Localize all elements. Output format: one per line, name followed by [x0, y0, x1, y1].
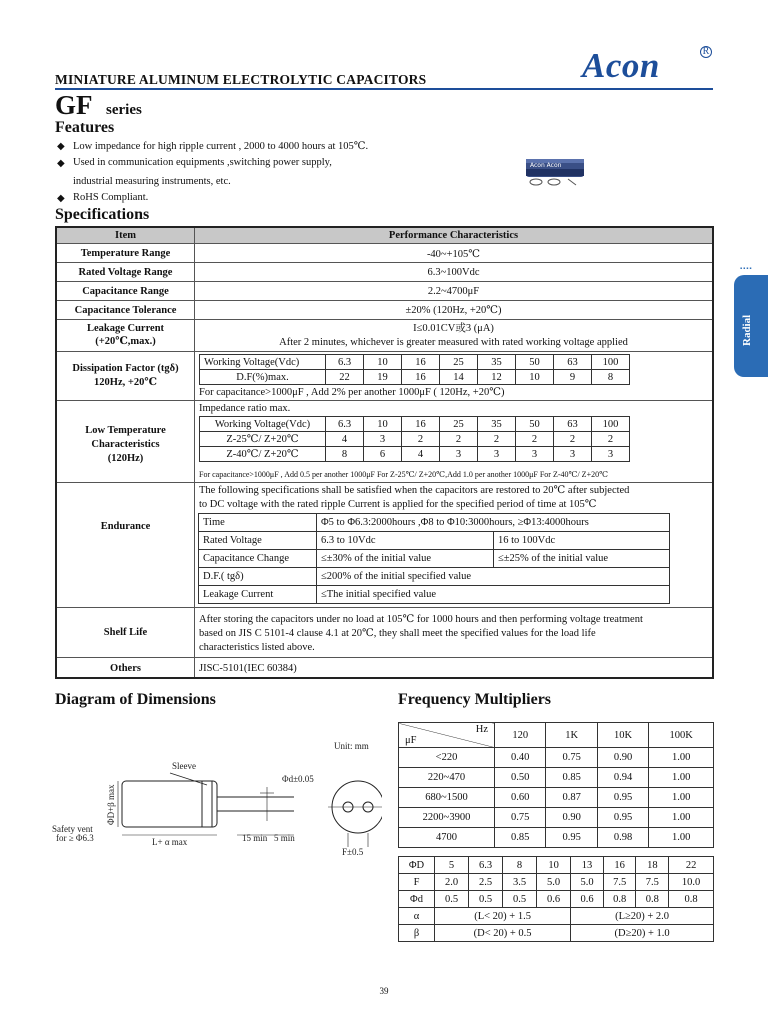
spec-col-performance: Performance Characteristics — [388, 230, 519, 241]
cell: 12 — [478, 370, 516, 385]
low-temp-header-row — [200, 417, 630, 432]
frequency-row — [399, 788, 714, 808]
cell: 2200~3900 — [399, 808, 495, 828]
cell: 2 — [554, 432, 592, 447]
cell: Capacitance Change — [199, 550, 317, 568]
cell: ≤The initial specified value — [317, 586, 670, 604]
cell: 10 — [364, 355, 402, 370]
frequency-row — [399, 808, 714, 828]
cell: 4 — [326, 432, 364, 447]
cell: 18 — [636, 857, 669, 874]
cell: 1.00 — [649, 828, 714, 848]
cell: 1.00 — [649, 788, 714, 808]
cell: F — [399, 874, 435, 891]
impedance-ratio-intro: Impedance ratio max. — [199, 403, 291, 414]
low-temp-note: For capacitance>1000μF , Add 0.5 per another 1000μF For Z-25℃/ Z+20℃,Add 1.0 per another 1000μF For Z-40℃/ Z+20℃ — [199, 470, 609, 479]
cell: (L< 20) + 1.5 — [435, 908, 571, 925]
dimension-row-f — [399, 874, 714, 891]
body-diameter-label: ΦD+β max — [106, 784, 116, 825]
cell: 3.5 — [503, 874, 537, 891]
dimension-row-beta — [399, 925, 714, 942]
cell: Z-25℃/ Z+20℃ — [200, 432, 326, 447]
capacitor-photo — [524, 155, 586, 191]
shelf-life-line-3: characteristics listed above. — [199, 642, 315, 653]
cell: 0.8 — [669, 891, 714, 908]
cell: 16 — [402, 417, 440, 432]
cell: 10 — [516, 370, 554, 385]
cell: 6.3 — [469, 857, 503, 874]
lead-diameter-label: Φd±0.05 — [282, 774, 314, 784]
frequency-table — [398, 722, 714, 848]
cell: 5.0 — [537, 874, 571, 891]
temperature-range-label: Temperature Range — [80, 248, 171, 259]
dissipation-note: For capacitance>1000μF , Add 2% per another 1000μF ( 120Hz, +20℃) — [199, 387, 505, 398]
others-value: JISC-5101(IEC 60384) — [199, 663, 297, 674]
page-number: 39 — [379, 986, 389, 996]
rated-voltage-value: 6.3~100Vdc — [427, 267, 480, 278]
cell: 3 — [554, 447, 592, 462]
pitch-label: F±0.5 — [342, 847, 364, 857]
cell: 2 — [592, 432, 630, 447]
cell: ≤±25% of the initial value — [494, 550, 670, 568]
cell: 3 — [440, 447, 478, 462]
capacitance-range-label: Capacitance Range — [82, 286, 169, 297]
cell: 2.0 — [435, 874, 469, 891]
cell: 0.95 — [546, 828, 597, 848]
cell: 100 — [592, 355, 630, 370]
cell: 0.60 — [495, 788, 546, 808]
cell: Working Voltage(Vdc) — [200, 355, 326, 370]
cell: 0.5 — [435, 891, 469, 908]
cell: 10.0 — [669, 874, 714, 891]
cell: 8 — [592, 370, 630, 385]
cell: 0.95 — [597, 808, 648, 828]
hz-label: Hz — [475, 724, 488, 735]
bullet-icon: ◆ — [57, 193, 65, 204]
cell: Z-40℃/ Z+20℃ — [200, 447, 326, 462]
cell: 6.3 — [326, 417, 364, 432]
shelf-life-line-2: based on JIS C 5101-4 clause 4.1 at 20℃, they shall meet the specified values for the load life — [199, 628, 596, 639]
cell: 0.75 — [546, 748, 597, 768]
cell: 0.94 — [597, 768, 648, 788]
brand-logo: Acon — [582, 46, 660, 85]
leakage-current-label: Leakage Current — [86, 323, 165, 334]
body-length-label: L+ α max — [152, 837, 188, 847]
cell: 0.90 — [546, 808, 597, 828]
cell: (L≥20) + 2.0 — [571, 908, 714, 925]
cell: 35 — [478, 355, 516, 370]
cell: 0.8 — [603, 891, 636, 908]
cell: β — [399, 925, 435, 942]
leakage-current-condition: (+20℃,max.) — [95, 336, 156, 347]
cell: 1.00 — [649, 748, 714, 768]
shelf-life-label: Shelf Life — [103, 627, 148, 638]
cell: 120 — [495, 723, 546, 748]
series-name: GF — [55, 90, 93, 120]
endurance-row-rated-voltage — [199, 532, 670, 550]
cell: Rated Voltage — [199, 532, 317, 550]
cell: 19 — [364, 370, 402, 385]
cell: 0.85 — [546, 768, 597, 788]
features-heading: Features — [55, 119, 115, 136]
cell: 14 — [440, 370, 478, 385]
capacitance-tolerance-value: ±20% (120Hz, +20℃) — [405, 305, 502, 316]
cell: 13 — [571, 857, 604, 874]
frequency-corner-cell — [399, 723, 495, 748]
cell: 25 — [440, 417, 478, 432]
cell: 3 — [364, 432, 402, 447]
rated-voltage-label: Rated Voltage Range — [78, 267, 173, 278]
cell: Leakage Current — [199, 586, 317, 604]
dissipation-table — [199, 354, 630, 385]
cell: 16 — [603, 857, 636, 874]
cell: 2 — [440, 432, 478, 447]
dimension-table — [398, 856, 714, 942]
cell: 8 — [326, 447, 364, 462]
cell: 3 — [516, 447, 554, 462]
cell: 10K — [597, 723, 648, 748]
cell: 7.5 — [603, 874, 636, 891]
cell: 4 — [402, 447, 440, 462]
cell: 0.87 — [546, 788, 597, 808]
cell: 22 — [669, 857, 714, 874]
dimension-row-lead — [399, 891, 714, 908]
cell: ΦD — [399, 857, 435, 874]
frequency-heading: Frequency Multipliers — [398, 691, 552, 708]
capacitance-tolerance-label: Capacitance Tolerance — [74, 305, 177, 316]
cell: 100 — [592, 417, 630, 432]
low-temp-label-2: Characteristics — [91, 439, 160, 450]
cell: 50 — [516, 355, 554, 370]
cell: 2.5 — [469, 874, 503, 891]
cell: 2 — [402, 432, 440, 447]
cell: Time — [199, 514, 317, 532]
header-rule — [55, 88, 713, 90]
endurance-label: Endurance — [100, 521, 151, 532]
cell: ≤±30% of the initial value — [317, 550, 494, 568]
endurance-table — [198, 513, 670, 604]
cell: (D≥20) + 1.0 — [571, 925, 714, 942]
bullet-icon: ◆ — [57, 158, 65, 169]
units-label: Unit: mm — [334, 741, 369, 751]
low-temp-row-1 — [200, 432, 630, 447]
cell: Φd — [399, 891, 435, 908]
uf-label: μF — [405, 735, 417, 746]
specifications-heading: Specifications — [55, 206, 150, 223]
low-temp-label-1: Low Temperature — [85, 425, 166, 436]
side-tab-label: Radial — [741, 314, 753, 346]
low-temp-row-2 — [200, 447, 630, 462]
cell: 2 — [478, 432, 516, 447]
frequency-row — [399, 768, 714, 788]
cell: 16 to 100Vdc — [494, 532, 670, 550]
cell: 8 — [503, 857, 537, 874]
cell: ≤200% of the initial specified value — [317, 568, 670, 586]
lead-end-label: 5 min — [274, 833, 295, 843]
cell: 0.50 — [495, 768, 546, 788]
cell: 1.00 — [649, 768, 714, 788]
cell: 0.85 — [495, 828, 546, 848]
cell: 63 — [554, 417, 592, 432]
dissipation-header-row — [200, 355, 630, 370]
cell: 3 — [478, 447, 516, 462]
cell: Φ5 to Φ6.3:2000hours ,Φ8 to Φ10:3000hours, ≥Φ13:4000hours — [317, 514, 670, 532]
cell: 220~470 — [399, 768, 495, 788]
feature-item-2: Used in communication equipments ,switching power supply, — [73, 157, 332, 168]
dimension-diagram — [52, 735, 382, 870]
series-suffix: series — [106, 102, 142, 118]
cell: Working Voltage(Vdc) — [200, 417, 326, 432]
endurance-row-leakage — [199, 586, 670, 604]
cell: 6.3 to 10Vdc — [317, 532, 494, 550]
cell: 25 — [440, 355, 478, 370]
registered-mark: R — [700, 46, 712, 58]
endurance-intro-2: to DC voltage with the rated ripple Current is applied for the specified period of time at 105℃ — [199, 499, 597, 510]
feature-item-2-continuation: industrial measuring instruments, etc. — [73, 176, 231, 187]
others-label: Others — [110, 663, 141, 674]
feature-item-3: RoHS Compliant. — [73, 192, 149, 203]
endurance-intro-1: The following specifications shall be satisfied when the capacitors are restored to 20℃ after subjected — [199, 485, 630, 496]
cell: 22 — [326, 370, 364, 385]
cell: (D< 20) + 0.5 — [435, 925, 571, 942]
cell: D.F(%)max. — [200, 370, 326, 385]
cell: 0.5 — [503, 891, 537, 908]
cell: 4700 — [399, 828, 495, 848]
cell: 10 — [364, 417, 402, 432]
safety-vent-label: Safety vent — [52, 824, 93, 834]
dissipation-factor-condition: 120Hz, +20℃ — [94, 377, 157, 388]
cell: 16 — [402, 355, 440, 370]
cell: 16 — [402, 370, 440, 385]
cell: 1.00 — [649, 808, 714, 828]
feature-item-1: Low impedance for high ripple current , 2000 to 4000 hours at 105℃. — [73, 141, 369, 152]
cell: <220 — [399, 748, 495, 768]
leakage-current-note: After 2 minutes, whichever is greater measured with rated working voltage applied — [279, 337, 628, 348]
cell: 0.6 — [571, 891, 604, 908]
cell: 9 — [554, 370, 592, 385]
endurance-row-df — [199, 568, 670, 586]
spec-col-item: Item — [115, 230, 136, 241]
leakage-current-formula: I≤0.01CV或3 (μA) — [413, 323, 494, 334]
cell: 100K — [649, 723, 714, 748]
cell: 0.40 — [495, 748, 546, 768]
cell: 63 — [554, 355, 592, 370]
cell: 0.6 — [537, 891, 571, 908]
photo-label: Acon Acon — [530, 162, 562, 169]
cell: 0.75 — [495, 808, 546, 828]
cell: 6 — [364, 447, 402, 462]
cell: 3 — [592, 447, 630, 462]
cell: 0.90 — [597, 748, 648, 768]
cell: D.F.( tgδ) — [199, 568, 317, 586]
dissipation-factor-label: Dissipation Factor (tgδ) — [72, 363, 179, 374]
cell: 0.8 — [636, 891, 669, 908]
cell: 0.95 — [597, 788, 648, 808]
temperature-range-value: -40~+105℃ — [426, 249, 481, 260]
low-temp-label-3: (120Hz) — [107, 453, 144, 464]
cell: 35 — [478, 417, 516, 432]
bullet-icon: ◆ — [57, 141, 65, 152]
cell: 50 — [516, 417, 554, 432]
cell: 5.0 — [571, 874, 604, 891]
cell: 6.3 — [326, 355, 364, 370]
dissipation-values-row — [200, 370, 630, 385]
sleeve-label: Sleeve — [172, 761, 196, 771]
safety-vent-size-label: for ≥ Φ6.3 — [56, 833, 94, 843]
cell: 10 — [537, 857, 571, 874]
endurance-row-time — [199, 514, 670, 532]
low-temp-table — [199, 416, 630, 462]
frequency-row — [399, 828, 714, 848]
capacitance-range-value: 2.2~4700μF — [427, 286, 480, 297]
side-tab-dots: ▪▪▪▪ — [740, 266, 753, 272]
cell: 2 — [516, 432, 554, 447]
cell: 1K — [546, 723, 597, 748]
cell: 0.5 — [469, 891, 503, 908]
cell: 680~1500 — [399, 788, 495, 808]
endurance-row-capacitance-change — [199, 550, 670, 568]
dimensions-heading: Diagram of Dimensions — [55, 691, 216, 708]
frequency-header-row — [399, 723, 714, 748]
cell: 5 — [435, 857, 469, 874]
dimension-head-row — [399, 857, 714, 874]
cell: α — [399, 908, 435, 925]
header-title: MINIATURE ALUMINUM ELECTROLYTIC CAPACITORS — [55, 72, 427, 87]
cell: 7.5 — [636, 874, 669, 891]
cell: 0.98 — [597, 828, 648, 848]
lead-length-label: 15 min — [242, 833, 268, 843]
frequency-row — [399, 748, 714, 768]
dimension-row-alpha — [399, 908, 714, 925]
shelf-life-line-1: After storing the capacitors under no load at 105℃ for 1000 hours and then performing voltage treatment — [199, 614, 643, 625]
